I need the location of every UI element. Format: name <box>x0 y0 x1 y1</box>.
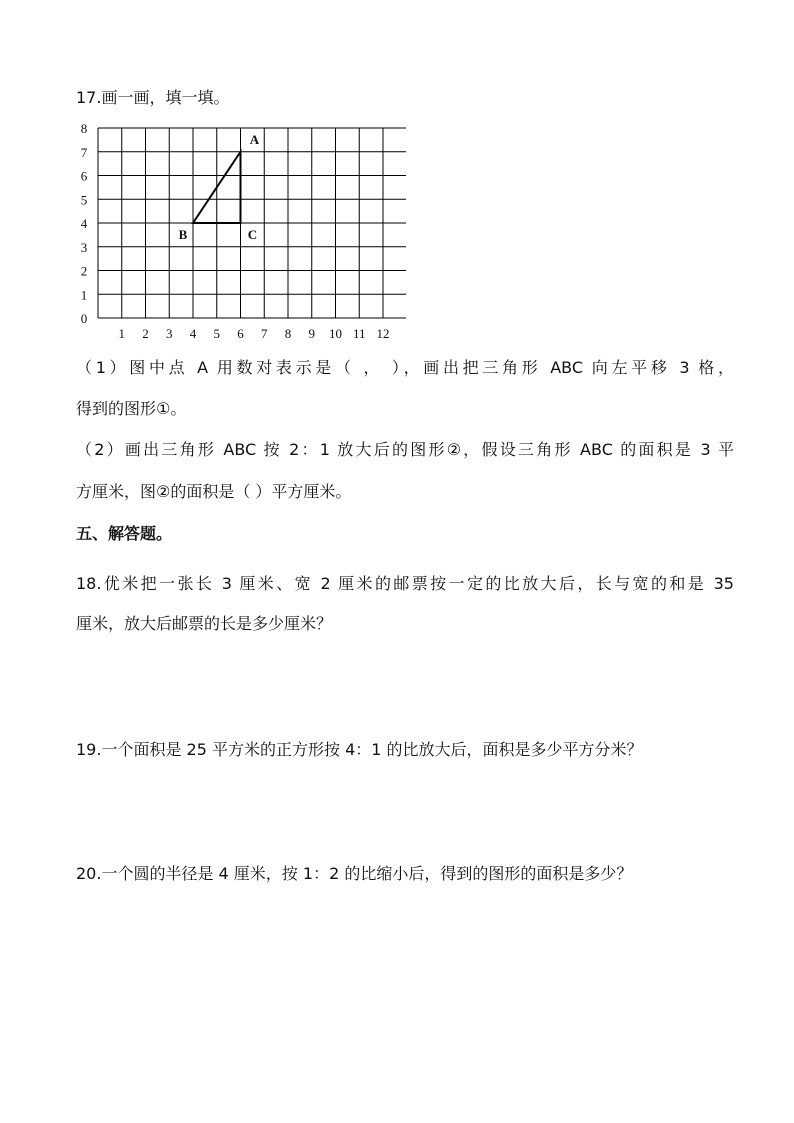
x-tick-label: 2 <box>142 326 149 341</box>
section-heading: 五、解答题。 <box>76 524 173 543</box>
y-tick-label: 2 <box>80 263 88 279</box>
y-tick-label: 0 <box>80 311 88 326</box>
question-20: 20.一个圆的半径是 4 厘米，按 1：2 的比缩小后，得到的图形的面积是多少？ <box>76 864 633 883</box>
x-axis-tick-labels <box>119 326 390 341</box>
x-tick-label: 3 <box>166 326 173 341</box>
x-tick-label: 7 <box>261 326 268 341</box>
y-tick-label: 6 <box>80 168 88 184</box>
x-tick-label: 8 <box>284 326 292 341</box>
y-tick-label: 3 <box>80 239 88 255</box>
x-tick-label: 6 <box>237 326 244 341</box>
y-tick-label: 8 <box>80 121 88 136</box>
point-label-c: C <box>247 227 258 242</box>
question-18-line1: 18.优米把一张长 3 厘米、宽 2 厘米的邮票按一定的比放大后，长与宽的和是 35 <box>76 574 734 593</box>
question-19: 19.一个面积是 25 平方米的正方形按 4：1 的比放大后，面积是多少平方分米？ <box>76 740 643 759</box>
x-tick-label: 5 <box>213 326 220 341</box>
y-tick-label: 4 <box>80 216 88 231</box>
question-17-title: 17.画一画，填一填。 <box>76 88 230 107</box>
x-tick-label: 10 <box>329 326 342 341</box>
x-tick-label: 4 <box>189 326 197 341</box>
point-label-b: B <box>178 227 188 242</box>
y-tick-label: 1 <box>80 287 88 303</box>
question-17-part1-line2: 得到的图形①。 <box>76 399 187 418</box>
question-17-part2-line2: 方厘米，图②的面积是（ ）平方厘米。 <box>76 482 352 501</box>
grid-lines <box>98 128 406 318</box>
y-tick-label: 5 <box>80 192 88 208</box>
y-axis-tick-labels <box>81 121 88 326</box>
x-tick-label: 11 <box>352 326 366 341</box>
question-18-line2: 厘米，放大后邮票的长是多少厘米？ <box>76 614 333 633</box>
y-tick-label: 7 <box>80 144 88 160</box>
point-labels <box>179 132 260 242</box>
x-tick-label: 12 <box>376 326 390 341</box>
question-17-part2-line1: （2）画出三角形 ABC 按 2：1 放大后的图形②，假设三角形 ABC 的面积是 3 平 <box>76 440 734 459</box>
question-17-part1-line1: （1）图中点 A 用数对表示是（ ， ），画出把三角形 ABC 向左平移 3 格， <box>76 358 734 377</box>
point-label-a: A <box>249 131 260 147</box>
x-tick-label: 9 <box>308 326 315 341</box>
coordinate-grid <box>76 120 406 345</box>
x-tick-label: 1 <box>118 326 125 341</box>
